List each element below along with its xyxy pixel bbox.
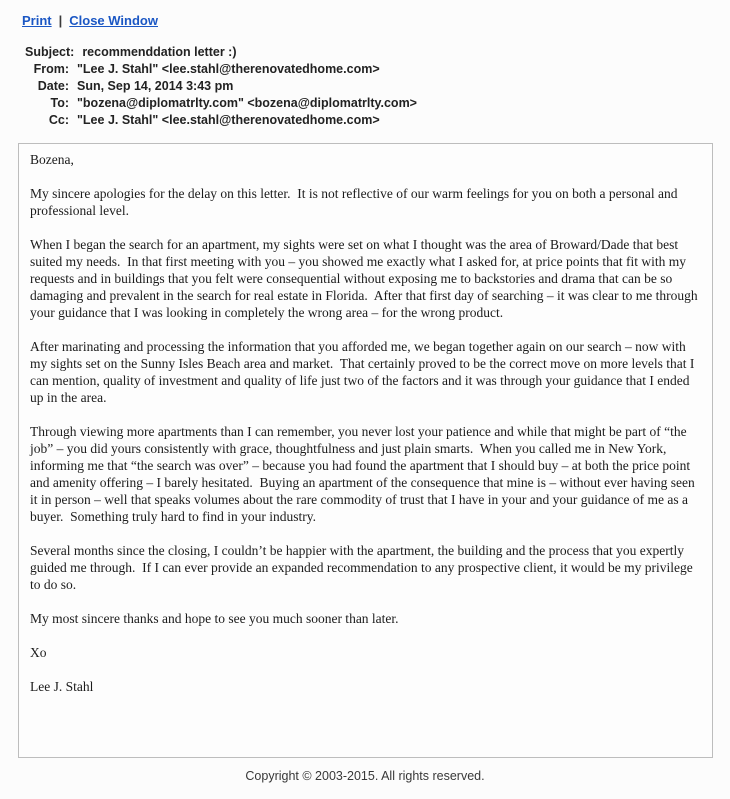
- letter-paragraph: Lee J. Stahl: [30, 679, 94, 694]
- letter-paragraph: Several months since the closing, I couldn’t be happier with the apartment, the building and the process that you expertly guided me through. If I can ever provide an expanded recommendation to any prospective client, it would be my privilege to do so.: [30, 543, 697, 592]
- header-value: recommenddation letter :): [82, 45, 237, 59]
- letter-paragraph: When I began the search for an apartment, my sights were set on what I thought was the area of Broward/Dade that best suited my needs. In that first meeting with you – you showed me exactly what I asked for, at price points that fit with my requests and in buildings that you felt were consequential without exposing me to backstories and drama that can be so damaging and prevalent in the search for real estate in Florida. After that first day of searching – it was clear to me through your guidance that I was looking in completely the wrong area – for the wrong product.: [30, 237, 702, 320]
- email-header-row: [25, 112, 730, 129]
- header-value: "Lee J. Stahl" <lee.stahl@therenovatedhome.com>: [77, 113, 380, 127]
- letter-paragraph: After marinating and processing the information that you afforded me, we began together again on our search – now with my sights set on the Sunny Isles Beach area and market. That certainly proved to be the correct move on more levels that I can mention, quality of investment and quality of life just two of the factors and it was through your guidance that I ended up in the area.: [30, 339, 698, 405]
- email-header-row: [25, 95, 730, 112]
- header-label: Cc:: [48, 113, 69, 127]
- email-body-box: [18, 143, 713, 758]
- copyright-footer: Copyright © 2003-2015. All rights reserved.: [245, 769, 485, 783]
- header-label: Subject:: [25, 45, 75, 59]
- email-header-row: [25, 61, 730, 78]
- toolbar-separator: |: [58, 13, 63, 28]
- email-headers: [25, 44, 730, 129]
- header-label: From:: [33, 62, 69, 76]
- letter-paragraph: My sincere apologies for the delay on this letter. It is not reflective of our warm feelings for you on both a personal and professional level.: [30, 186, 681, 218]
- letter-paragraph: Xo: [30, 645, 47, 660]
- header-label: To:: [50, 96, 69, 110]
- header-value: "Lee J. Stahl" <lee.stahl@therenovatedhome.com>: [77, 62, 380, 76]
- print-link[interactable]: Print: [22, 13, 52, 28]
- header-value: Sun, Sep 14, 2014 3:43 pm: [77, 79, 234, 93]
- header-value: "bozena@diplomatrlty.com" <bozena@diplomatrlty.com>: [77, 96, 417, 110]
- toolbar: [0, 0, 730, 29]
- email-header-row: [25, 78, 730, 95]
- close-window-link[interactable]: Close Window: [69, 13, 158, 28]
- letter-paragraph: Bozena,: [30, 152, 74, 167]
- letter-paragraph: My most sincere thanks and hope to see you much sooner than later.: [30, 611, 399, 626]
- email-header-row: [25, 44, 730, 61]
- header-label: Date:: [37, 79, 69, 93]
- letter-paragraph: Through viewing more apartments than I can remember, you never lost your patience and while that might be part of “the job” – you did yours consistently with grace, thoughtfulness and just plain smarts. When you called me in New York, informing me that “the search was over” – because you had found the apartment that I should buy – at both the price point and amenity offering – I barely hesitated. Buying an apartment of the consequence that mine is – without ever having seen it in person – well that speaks volumes about the rare commodity of trust that I have in your and your guidance of me as a buyer. Something truly hard to find in your industry.: [30, 424, 699, 524]
